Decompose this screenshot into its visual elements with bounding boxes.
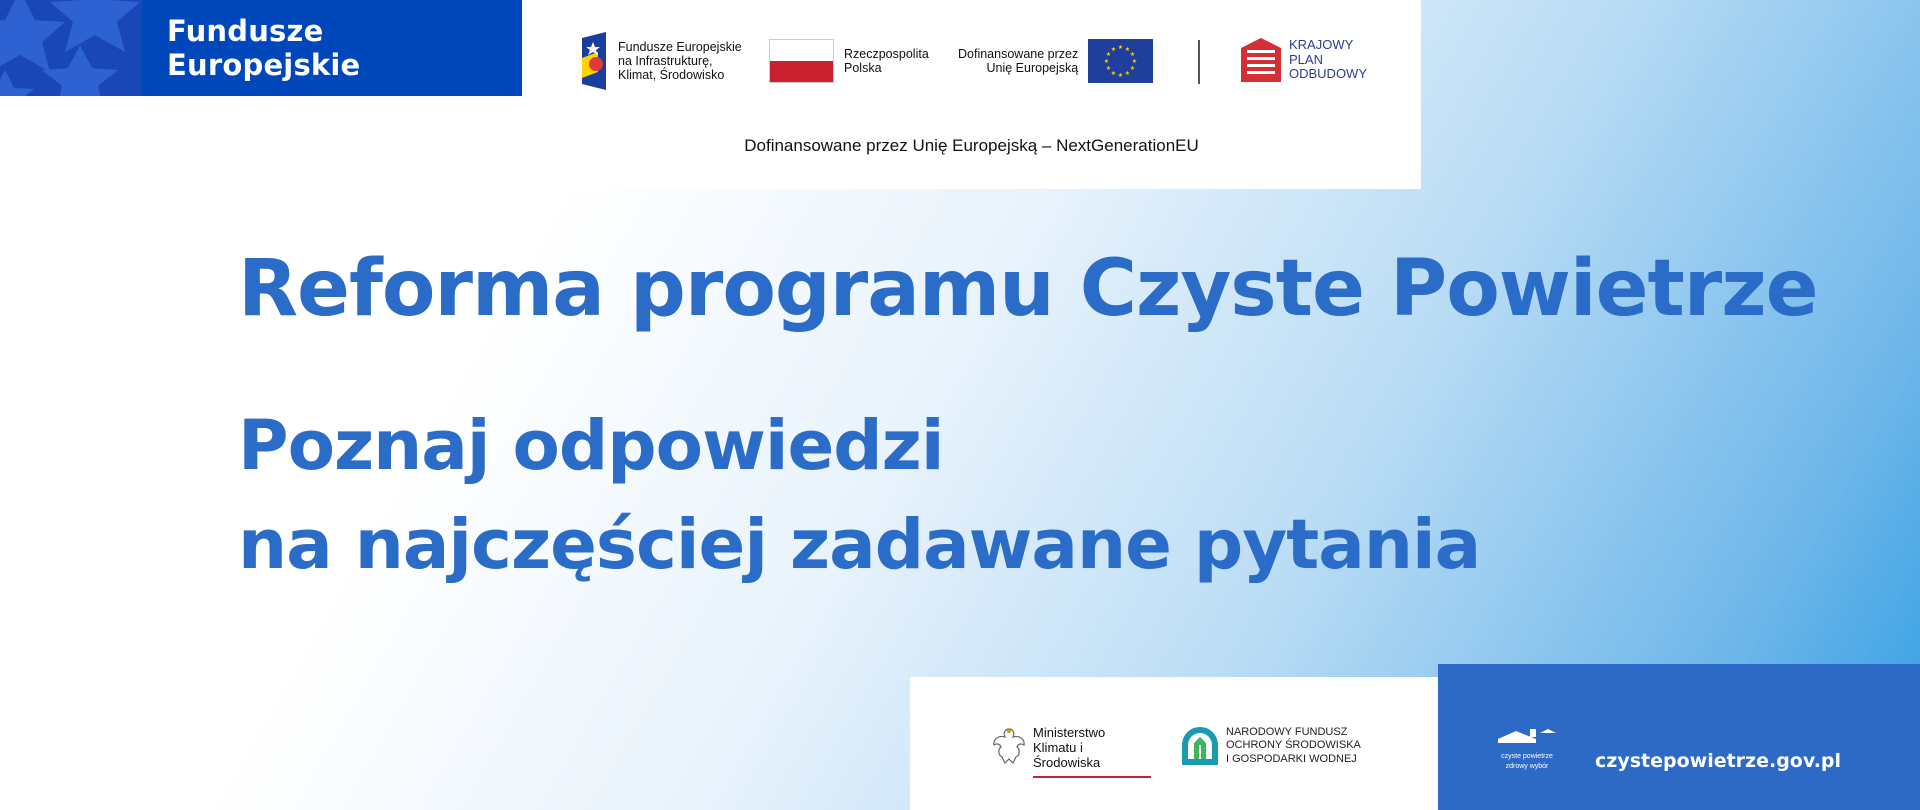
eagle-emblem-icon — [991, 725, 1027, 767]
svg-text:★: ★ — [1132, 58, 1138, 65]
svg-text:★: ★ — [1130, 65, 1136, 72]
eu-line1: Dofinansowane przez — [958, 47, 1079, 61]
nfos-line1: NARODOWY FUNDUSZ — [1226, 725, 1348, 738]
fe-program-line2: na Infrastrukturę, — [618, 54, 713, 68]
fe-program-line3: Klimat, Środowisko — [618, 68, 725, 82]
cp-logo-text-1: czyste powietrze — [1501, 753, 1553, 760]
cp-logo-text-2: zdrowy wybór — [1505, 763, 1549, 770]
svg-text:★: ★ — [1111, 70, 1117, 77]
svg-text:★: ★ — [1106, 51, 1112, 58]
kpo-line3: ODBUDOWY — [1289, 66, 1367, 82]
svg-text:★: ★ — [1125, 46, 1131, 53]
cp-footer — [1438, 664, 1920, 810]
subtitle-line1: Poznaj odpowiedzi — [238, 406, 944, 486]
funding-caption: Dofinansowane przez Unię Europejską – NextGenerationEU — [744, 136, 1199, 155]
svg-text:★: ★ — [1111, 46, 1117, 53]
svg-text:★: ★ — [1125, 70, 1131, 77]
nfos-line2: OCHRONY ŚRODOWISKA — [1226, 739, 1361, 752]
page-title: Reforma programu Czyste Powietrze — [238, 244, 1818, 334]
rp-line2: Polska — [844, 61, 882, 75]
svg-text:★: ★ — [1130, 51, 1136, 58]
fe-banner-title: Fundusze Europejskie — [142, 0, 522, 96]
eu-logo — [958, 39, 1153, 83]
cp-logo — [1496, 727, 1558, 771]
ministry-line2: Klimatu i Środowiska — [1033, 740, 1101, 770]
fe-program-line1: Fundusze Europejskie — [618, 40, 742, 54]
ministry-line1: Ministerstwo — [1033, 725, 1106, 740]
nfos-line3: I GOSPODARKI WODNEJ — [1226, 752, 1357, 765]
website-link[interactable]: czystepowietrze.gov.pl — [1595, 750, 1842, 772]
fe-flag-icon — [578, 32, 610, 90]
nfos-logo — [1180, 725, 1361, 767]
eu-flag-icon — [1088, 39, 1153, 83]
logo-divider — [1198, 40, 1200, 84]
polish-flag-icon — [769, 39, 834, 83]
svg-text:★: ★ — [1118, 72, 1124, 79]
kpo-icon — [1241, 38, 1281, 82]
svg-text:★: ★ — [1104, 58, 1110, 65]
fe-program-logo — [578, 30, 742, 92]
funding-logos-bar — [522, 0, 1421, 189]
eu-line2: Unię Europejską — [986, 61, 1079, 75]
nfos-emblem-icon — [1180, 725, 1220, 767]
svg-text:★: ★ — [1118, 44, 1124, 51]
rp-line1: Rzeczpospolita — [844, 47, 929, 61]
rp-logo — [769, 39, 929, 83]
kpo-line2: PLAN — [1289, 51, 1323, 67]
partner-logos-bar — [910, 677, 1438, 810]
fe-banner — [0, 0, 522, 96]
fe-stars-icon — [0, 0, 142, 96]
kpo-line1: KRAJOWY — [1289, 37, 1354, 53]
svg-text:★: ★ — [1106, 65, 1112, 72]
ministry-logo — [991, 725, 1151, 778]
house-icon — [1496, 727, 1558, 747]
kpo-logo — [1241, 38, 1367, 82]
subtitle-line2: na najczęściej zadawane pytania — [238, 505, 1481, 585]
